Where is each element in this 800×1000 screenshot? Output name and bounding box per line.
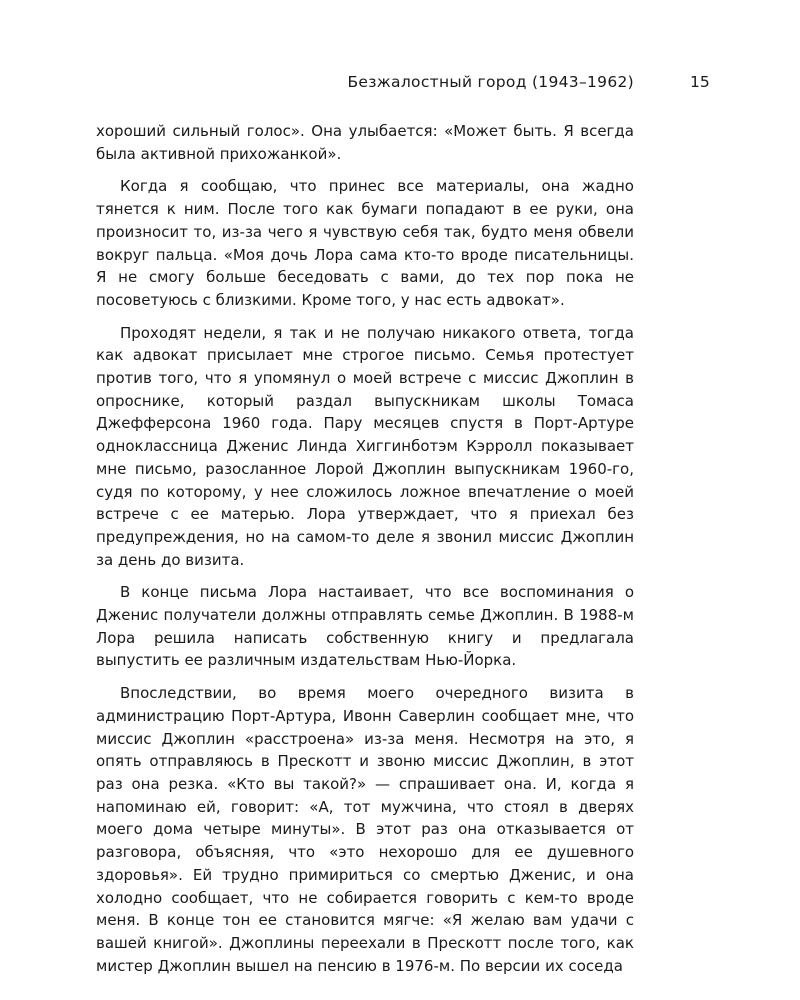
text-body	[96, 120, 634, 987]
running-head: Безжалостный город (1943–1962)	[347, 73, 634, 91]
paragraph: Проходят недели, я так и не получаю никакого ответа, тогда как адвокат присылает мне строгое письмо. Семья протестует против того, что я упомянул о моей встрече с миссис Джоплин в опроснике, который раздал выпускникам школы Томаса Джефферсона 1960 года. Пару месяцев спустя в Порт-Артуре одноклассница Дженис Линда Хиггинботэм Кэрролл показывает мне письмо, разосланное Лорой Джоплин выпускникам 1960-го, судя по которому, у нее сложилось ложное впечатление о моей встрече с ее матерью. Лора утверждает, что я приехал без предупреждения, но на самом-то деле я звонил миссис Джоплин за день до визита.	[96, 323, 634, 569]
paragraph: В конце письма Лора настаивает, что все воспоминания о Дженис получатели должны отправлять семье Джоплин. В 1988-м Лора решила написать собственную книгу и предлагала выпустить ее различным издательствам Нью-Йорка.	[96, 583, 634, 670]
paragraph: хороший сильный голос». Она улыбается: «Может быть. Я всегда была активной прихожанкой».	[96, 122, 634, 163]
page-number: 15	[690, 73, 710, 91]
paragraph: Впоследствии, во время моего очередного визита в администрацию Порт-Артура, Ивонн Саверлин сообщает мне, что миссис Джоплин «расстроена» из-за меня. Несмотря на это, я опять отправляюсь в Прескотт и звоню миссис Джоплин, в этот раз она резка. «Кто вы такой?» — спрашивает она. И, когда я напоминаю ей, говорит: «А, тот мужчина, что стоял в дверях моего дома четыре минуты». В этот раз она отказывается от разговора, объясняя, что «это нехорошо для ее душевного здоровья». Ей трудно примириться со смертью Дженис, и она холодно сообщает, что не собирается говорить с кем-то вроде меня. В конце тон ее становится мягче: «Я желаю вам удачи с вашей книгой». Джоплины переехали в Прескотт после того, как мистер Джоплин вышел на пенсию в 1976-м. По версии их соседа	[96, 684, 634, 975]
paragraph: Когда я сообщаю, что принес все материалы, она жадно тянется к ним. После того как бумаги попадают в ее руки, она произносит то, из-за чего я чувствую себя так, будто меня обвели вокруг пальца. «Моя дочь Лора сама кто-то вроде писательницы. Я не смогу больше беседовать с вами, до тех пор пока не посоветуюсь с близкими. Кроме того, у нас есть адвокат».	[96, 177, 634, 309]
